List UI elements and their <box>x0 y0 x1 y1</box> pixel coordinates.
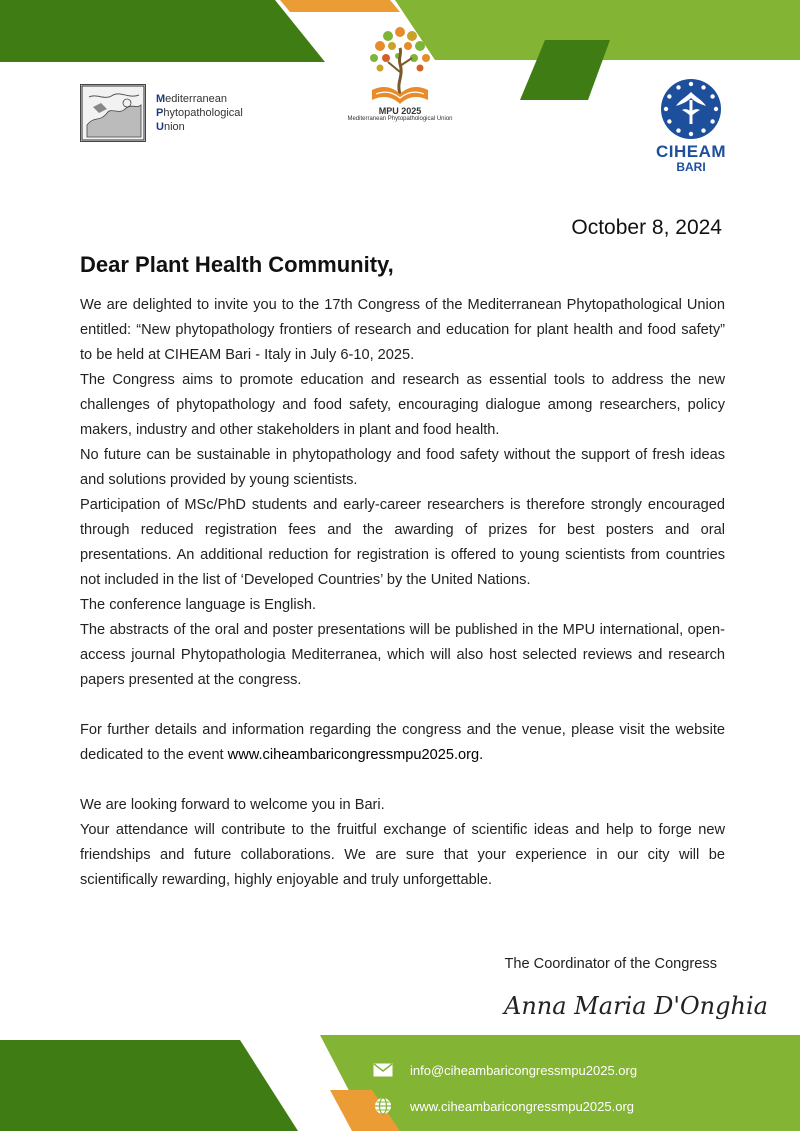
ciheam-name: CIHEAM <box>655 142 727 161</box>
tree-book-icon <box>352 20 448 108</box>
mpu-initial-u: U <box>156 121 164 133</box>
signatory-role: The Coordinator of the Congress <box>504 956 717 972</box>
salutation: Dear Plant Health Community, <box>80 252 394 277</box>
footer-email-link[interactable]: info@ciheambaricongressmpu2025.org <box>410 1062 638 1078</box>
mpu-name-line1: editerranean <box>165 93 227 105</box>
footer-website-link[interactable]: www.ciheambaricongressmpu2025.org <box>410 1098 635 1114</box>
mpu-name-line3: nion <box>163 121 185 133</box>
congress-title: MPU 2025 <box>378 106 422 116</box>
paragraph-attendance: Your attendance will contribute to the fruitful exchange of scientific ideas and help to forge new friendships and future collaborations. We are sure that your experience in our city will be scientifically rewarding, highly enjoyable and truly unforgettable. <box>80 822 725 888</box>
mpu-name-line2: hytopathological <box>163 107 243 119</box>
paragraph-participation: Participation of MSc/PhD students and early-career researchers is therefore strongly encouraged through reduced registration fees and the awarding of prizes for best posters and oral presentations. An additional reduction for registration is offered to young scientists from countries not included in the list of ‘Developed Countries’ by the United Nations. <box>80 497 725 588</box>
congress-subtitle: Mediterranean Phytopathological Union <box>347 116 453 122</box>
paragraph-invitation: We are delighted to invite you to the 17th Congress of the Mediterranean Phytopathological Union entitled: “New phytopathology frontiers of research and education for plant health and food safety” to be held at CIHEAM Bari - Italy in July 6-10, 2025. <box>80 297 725 363</box>
details-text: For further details and information regarding the congress and the venue, please visit the website dedicated to the event <box>80 722 725 763</box>
mpu-initial-m: M <box>156 93 166 105</box>
ciheam-emblem-icon <box>660 78 722 140</box>
paragraph-young-scientists: No future can be sustainable in phytopathology and food safety without the support of fresh ideas and solutions provided by young scientists. <box>80 447 725 488</box>
paragraph-welcome: We are looking forward to welcome you in Bari. <box>80 797 385 813</box>
paragraph-abstracts: The abstracts of the oral and poster presentations will be published in the MPU international, open-access journal Phytopathologia Mediterranea, which will also host selected reviews and research papers presented at the congress. <box>80 622 725 688</box>
paragraph-details <box>80 718 725 768</box>
signature-text: Anna Maria D'Onghia <box>504 992 768 1020</box>
mpu-initial-p: P <box>156 107 164 119</box>
mpu-logo <box>80 84 243 142</box>
event-website-link[interactable]: www.ciheambaricongressmpu2025.org. <box>227 747 484 763</box>
letter-body <box>80 293 725 893</box>
ciheam-logo <box>646 78 736 174</box>
envelope-icon <box>372 1059 394 1081</box>
letter-date: October 8, 2024 <box>571 216 722 239</box>
map-seal-icon <box>80 84 146 142</box>
paragraph-aims: The Congress aims to promote education and research as essential tools to address the new challenges of phytopathology and food safety, encouraging dialogue among researchers, policy makers, industry and other stakeholders in plant and food health. <box>80 372 725 438</box>
paragraph-language: The conference language is English. <box>80 597 317 613</box>
congress-logo <box>340 20 460 122</box>
footer-website-row <box>372 1095 634 1117</box>
globe-icon <box>372 1095 394 1117</box>
footer-email-row <box>372 1059 637 1081</box>
ciheam-city: BARI <box>676 160 706 174</box>
signature <box>500 982 768 1028</box>
